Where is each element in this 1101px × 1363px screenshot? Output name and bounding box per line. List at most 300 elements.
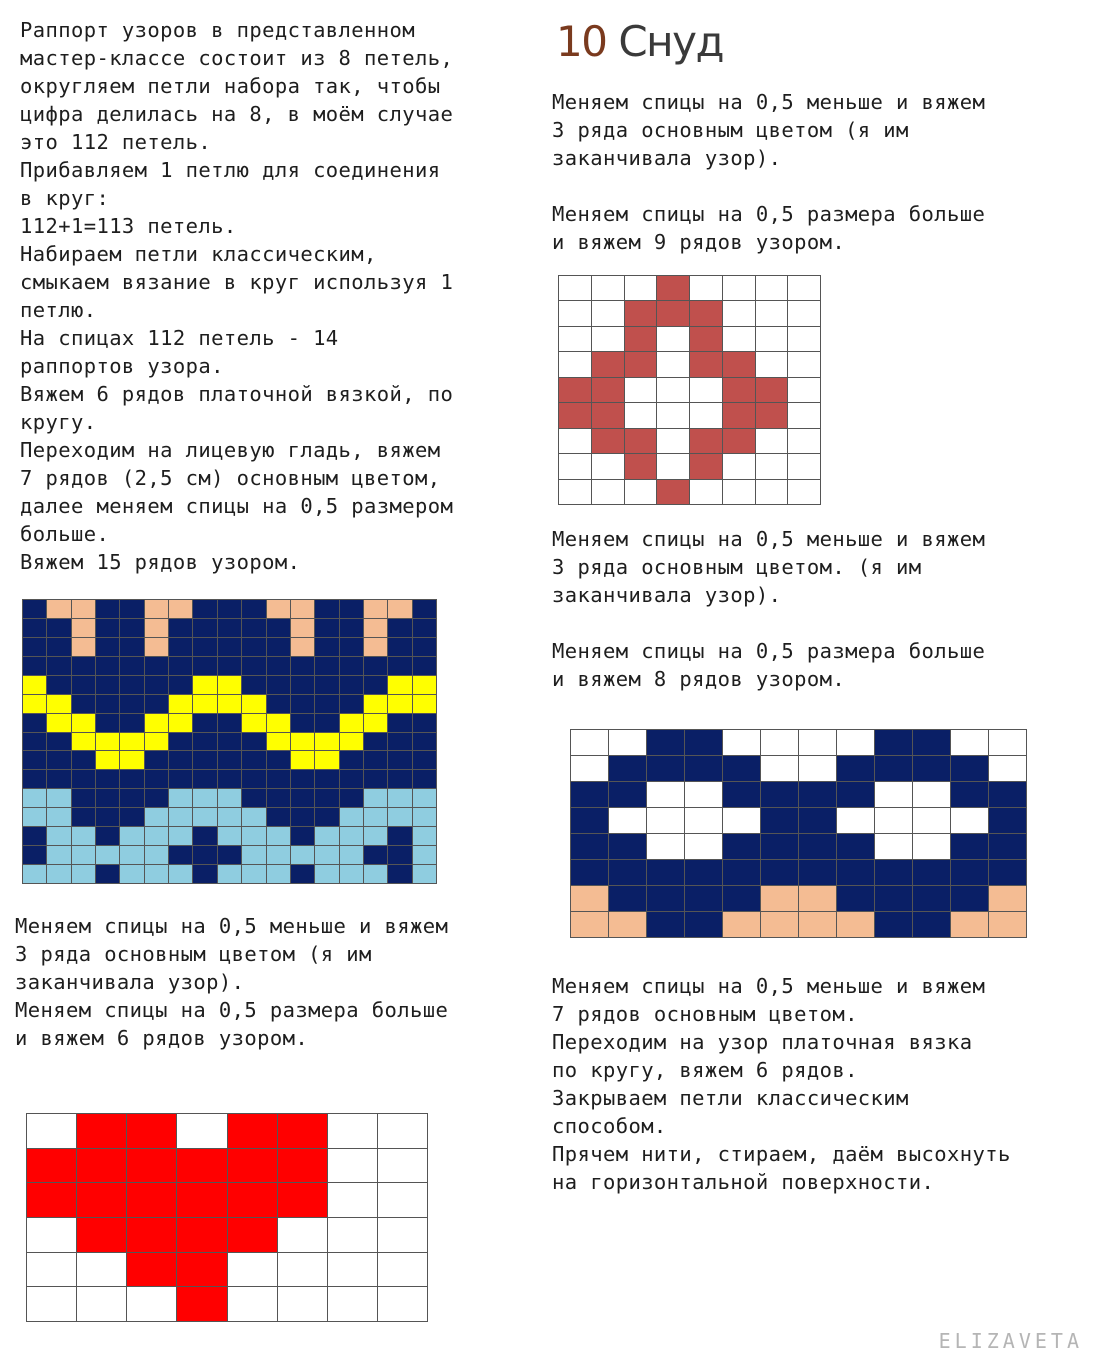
chart-cell: [413, 789, 436, 807]
chart-cell: [315, 846, 338, 864]
chart-cell: [193, 638, 216, 656]
chart-cell: [388, 789, 411, 807]
chart-cell: [328, 1287, 377, 1321]
chart-cell: [647, 756, 684, 781]
chart-cell: [27, 1183, 76, 1217]
chart-cell: [328, 1149, 377, 1183]
chart-cell: [685, 834, 722, 859]
chart-cell: [218, 619, 241, 637]
chart-cell: [723, 301, 755, 325]
chart-cell: [559, 403, 591, 427]
chart-cell: [837, 834, 874, 859]
chart-cell: [242, 751, 265, 769]
chart-cell: [723, 480, 755, 504]
chart-cell: [193, 751, 216, 769]
page-title: [556, 16, 723, 68]
chart-cell: [120, 827, 143, 845]
chart-cell: [388, 714, 411, 732]
chart-cell: [388, 751, 411, 769]
chart-cell: [242, 676, 265, 694]
chart-cell: [145, 751, 168, 769]
chart-cell: [193, 789, 216, 807]
chart-cell: [27, 1114, 76, 1148]
chart-cell: [72, 846, 95, 864]
chart-cell: [756, 276, 788, 300]
chart-cell: [413, 657, 436, 675]
chart-cell: [340, 751, 363, 769]
chart-cell: [169, 619, 192, 637]
chart-cell: [690, 378, 722, 402]
chart-cell: [761, 886, 798, 911]
chart-cell: [364, 619, 387, 637]
chart-cell: [388, 770, 411, 788]
chart-cell: [291, 827, 314, 845]
chart-cell: [27, 1287, 76, 1321]
title-name: Снуд: [618, 17, 723, 66]
chart-cell: [120, 619, 143, 637]
chart-cell: [625, 276, 657, 300]
chart-cell: [23, 751, 46, 769]
chart-cell: [799, 730, 836, 755]
chart-cell: [169, 695, 192, 713]
right-mid-text: Меняем спицы на 0,5 меньше и вяжем 3 ряда основным цветом. (я им заканчивала узор). Меняем спицы на 0,5 размера больше и вяжем 8 рядов узором.: [552, 527, 986, 691]
chart-cell: [799, 912, 836, 937]
chart-cell: [242, 657, 265, 675]
chart-cell: [685, 730, 722, 755]
chart-cell: [875, 756, 912, 781]
chart-cell: [278, 1253, 327, 1287]
right-top-text: Меняем спицы на 0,5 меньше и вяжем 3 ряда основным цветом (я им заканчивала узор). Меняем спицы на 0,5 размера больше и вяжем 9 рядов узором.: [552, 90, 986, 254]
chart-cell: [315, 865, 338, 883]
chart-cell: [228, 1149, 277, 1183]
chart-cell: [685, 808, 722, 833]
chart-cell: [625, 429, 657, 453]
chart-cell: [571, 730, 608, 755]
chart-cell: [278, 1149, 327, 1183]
chart-cell: [364, 657, 387, 675]
chart-cell: [23, 789, 46, 807]
chart-cell: [96, 733, 119, 751]
chart-cell: [328, 1218, 377, 1252]
chart-cell: [96, 714, 119, 732]
chart-cell: [145, 600, 168, 618]
chart-cell: [267, 657, 290, 675]
chart-cell: [218, 827, 241, 845]
chart-cell: [267, 770, 290, 788]
chart-cell: [378, 1114, 427, 1148]
chart-cell: [875, 860, 912, 885]
chart-cell: [913, 912, 950, 937]
right-end-text: Меняем спицы на 0,5 меньше и вяжем 7 рядов основным цветом. Переходим на узор платочная вязка по кругу, вяжем 6 рядов. Закрываем петли классическим способом. Прячем нити, стираем, даём высохнуть на горизонтальной поверхности.: [552, 974, 1011, 1194]
chart-cell: [592, 301, 624, 325]
chart-cell: [388, 676, 411, 694]
chart-cell: [625, 403, 657, 427]
chart-cell: [96, 827, 119, 845]
chart-cell: [72, 638, 95, 656]
chart-cell: [756, 301, 788, 325]
chart-cell: [23, 770, 46, 788]
chart-cell: [388, 865, 411, 883]
chart-cell: [837, 886, 874, 911]
chart-cell: [647, 886, 684, 911]
chart-cell: [169, 600, 192, 618]
chart-cell: [625, 480, 657, 504]
chart-cell: [837, 756, 874, 781]
chart-cell: [388, 638, 411, 656]
chart-cell: [23, 600, 46, 618]
chart-cell: [647, 834, 684, 859]
chart-cell: [315, 770, 338, 788]
chart-cell: [169, 676, 192, 694]
chart-cell: [96, 600, 119, 618]
chart-cell: [364, 827, 387, 845]
chart-cell: [723, 352, 755, 376]
chart-cell: [340, 733, 363, 751]
chart-cell: [267, 733, 290, 751]
chart-cell: [657, 301, 689, 325]
chart-cell: [120, 789, 143, 807]
chart-cell: [96, 751, 119, 769]
chart-cell: [761, 834, 798, 859]
chart-cell: [340, 827, 363, 845]
chart-cell: [228, 1114, 277, 1148]
chart-cell: [388, 808, 411, 826]
chart-cell: [413, 676, 436, 694]
chart-cell: [837, 782, 874, 807]
chart-cell: [875, 808, 912, 833]
chart-cell: [913, 834, 950, 859]
chart-cell: [690, 301, 722, 325]
chart-cell: [77, 1218, 126, 1252]
chart-cell: [96, 638, 119, 656]
chart-cell: [47, 695, 70, 713]
chart-cell: [340, 770, 363, 788]
chart-cell: [788, 352, 820, 376]
chart-cell: [127, 1253, 176, 1287]
chart-cell: [72, 827, 95, 845]
chart-cell: [47, 600, 70, 618]
chart-cell: [788, 454, 820, 478]
chart-cell: [989, 730, 1026, 755]
chart-cell: [315, 751, 338, 769]
chart-cell: [951, 756, 988, 781]
chart-cell: [23, 714, 46, 732]
chart-cell: [242, 619, 265, 637]
chart-cell: [193, 676, 216, 694]
chart-cell: [47, 789, 70, 807]
chart-cell: [145, 695, 168, 713]
chart-cell: [242, 770, 265, 788]
chart-cell: [315, 619, 338, 637]
chart-cell: [625, 378, 657, 402]
chart-cell: [169, 846, 192, 864]
chart-cell: [23, 619, 46, 637]
chart-cell: [837, 730, 874, 755]
chart-cell: [218, 733, 241, 751]
chart-cell: [228, 1287, 277, 1321]
chart-cell: [169, 751, 192, 769]
chart-cell: [388, 846, 411, 864]
chart-cell: [218, 865, 241, 883]
chart-cell: [951, 782, 988, 807]
chart-cell: [951, 834, 988, 859]
chart-cell: [340, 808, 363, 826]
chart-cell: [364, 808, 387, 826]
chart-cell: [267, 827, 290, 845]
chart-cell: [378, 1218, 427, 1252]
chart-cell: [169, 789, 192, 807]
chart-cell: [756, 352, 788, 376]
chart-cell: [340, 600, 363, 618]
chart-cell: [291, 638, 314, 656]
chart-cell: [609, 834, 646, 859]
chart-cell: [647, 912, 684, 937]
chart-cell: [761, 912, 798, 937]
chart-cell: [218, 657, 241, 675]
chart-cell: [875, 834, 912, 859]
chart-cell: [340, 846, 363, 864]
chart-cell: [388, 619, 411, 637]
chart-cell: [96, 846, 119, 864]
chart-cell: [837, 912, 874, 937]
chart-cell: [657, 429, 689, 453]
chart-cell: [913, 730, 950, 755]
chart-cell: [242, 789, 265, 807]
chart-cell: [96, 770, 119, 788]
chart-cell: [388, 600, 411, 618]
chart-cell: [96, 865, 119, 883]
chart-cell: [723, 782, 760, 807]
chart-cell: [291, 789, 314, 807]
chart-cell: [23, 695, 46, 713]
chart-cell: [364, 714, 387, 732]
chart-cell: [364, 865, 387, 883]
chart-cell: [120, 657, 143, 675]
chart-cell: [242, 827, 265, 845]
chart-cell: [27, 1218, 76, 1252]
chart-cell: [989, 808, 1026, 833]
chart-cell: [278, 1114, 327, 1148]
chart-cell: [388, 733, 411, 751]
chart-cell: [127, 1287, 176, 1321]
chart-cell: [788, 327, 820, 351]
chart-cell: [193, 770, 216, 788]
chart-cell: [193, 714, 216, 732]
chart-cell: [951, 860, 988, 885]
chart-cell: [145, 808, 168, 826]
chart-cell: [291, 865, 314, 883]
chart-cell: [77, 1287, 126, 1321]
chart-cell: [756, 403, 788, 427]
chart-cell: [47, 808, 70, 826]
chart-cell: [340, 789, 363, 807]
chart-cell: [723, 327, 755, 351]
chart-cell: [23, 846, 46, 864]
chart-cell: [267, 638, 290, 656]
chart-cell: [72, 751, 95, 769]
chart-cell: [291, 619, 314, 637]
chart-cell: [218, 600, 241, 618]
chart-cell: [267, 846, 290, 864]
chart-cell: [291, 808, 314, 826]
chart-cell: [951, 912, 988, 937]
chart-cell: [413, 808, 436, 826]
chart-cell: [218, 638, 241, 656]
chart-cell: [177, 1287, 226, 1321]
chart-cell: [218, 751, 241, 769]
chart-cell: [145, 789, 168, 807]
chart-cell: [951, 730, 988, 755]
chart-cell: [47, 751, 70, 769]
chart-cell: [228, 1253, 277, 1287]
chart-cell: [340, 695, 363, 713]
chart-cell: [571, 756, 608, 781]
chart-cell: [609, 756, 646, 781]
chart-cell: [788, 301, 820, 325]
chart-cell: [625, 454, 657, 478]
chart-cell: [723, 756, 760, 781]
chart-cell: [685, 912, 722, 937]
chart-cell: [647, 730, 684, 755]
chart-cell: [145, 770, 168, 788]
chart-cell: [761, 756, 798, 781]
chart-cell: [657, 327, 689, 351]
chart-cell: [328, 1253, 377, 1287]
chart-cell: [378, 1287, 427, 1321]
chart-cell: [388, 657, 411, 675]
chart-cell: [592, 480, 624, 504]
chart-cell: [169, 808, 192, 826]
chart-cell: [413, 846, 436, 864]
chart-cell: [364, 770, 387, 788]
chart-cell: [913, 782, 950, 807]
chart-cell: [23, 638, 46, 656]
chart-cell: [378, 1253, 427, 1287]
pattern-chart-2: [26, 1113, 428, 1322]
chart-cell: [559, 327, 591, 351]
chart-cell: [120, 865, 143, 883]
chart-cell: [761, 730, 798, 755]
chart-cell: [145, 846, 168, 864]
chart-cell: [989, 886, 1026, 911]
chart-cell: [267, 714, 290, 732]
chart-cell: [291, 751, 314, 769]
chart-cell: [27, 1149, 76, 1183]
chart-cell: [47, 865, 70, 883]
chart-cell: [788, 276, 820, 300]
chart-cell: [267, 619, 290, 637]
chart-cell: [242, 808, 265, 826]
chart-cell: [647, 860, 684, 885]
chart-cell: [875, 730, 912, 755]
chart-cell: [315, 676, 338, 694]
chart-cell: [242, 865, 265, 883]
chart-cell: [413, 827, 436, 845]
chart-cell: [169, 827, 192, 845]
chart-cell: [328, 1114, 377, 1148]
chart-cell: [989, 860, 1026, 885]
chart-cell: [218, 714, 241, 732]
chart-cell: [228, 1218, 277, 1252]
chart-cell: [315, 600, 338, 618]
chart-cell: [413, 714, 436, 732]
chart-cell: [77, 1253, 126, 1287]
chart-cell: [291, 733, 314, 751]
chart-cell: [756, 454, 788, 478]
chart-cell: [989, 834, 1026, 859]
chart-cell: [913, 860, 950, 885]
chart-cell: [364, 846, 387, 864]
chart-cell: [571, 912, 608, 937]
chart-cell: [291, 695, 314, 713]
chart-cell: [625, 352, 657, 376]
chart-cell: [951, 886, 988, 911]
chart-cell: [72, 657, 95, 675]
chart-cell: [951, 808, 988, 833]
chart-cell: [218, 808, 241, 826]
signature: ELIZAVETA: [938, 1329, 1083, 1353]
chart-cell: [559, 480, 591, 504]
chart-cell: [278, 1183, 327, 1217]
chart-cell: [647, 808, 684, 833]
chart-cell: [340, 714, 363, 732]
chart-cell: [378, 1149, 427, 1183]
chart-cell: [145, 676, 168, 694]
chart-cell: [788, 403, 820, 427]
chart-cell: [23, 865, 46, 883]
chart-cell: [47, 770, 70, 788]
chart-cell: [364, 733, 387, 751]
chart-cell: [657, 352, 689, 376]
chart-cell: [364, 676, 387, 694]
chart-cell: [799, 782, 836, 807]
chart-cell: [267, 751, 290, 769]
chart-cell: [989, 756, 1026, 781]
chart-cell: [218, 695, 241, 713]
chart-cell: [799, 860, 836, 885]
chart-cell: [145, 714, 168, 732]
chart-cell: [120, 676, 143, 694]
chart-cell: [340, 865, 363, 883]
chart-cell: [218, 770, 241, 788]
chart-cell: [96, 676, 119, 694]
pattern-chart-3: [558, 275, 821, 505]
chart-cell: [413, 695, 436, 713]
chart-cell: [657, 276, 689, 300]
chart-cell: [315, 733, 338, 751]
chart-cell: [145, 657, 168, 675]
chart-cell: [690, 352, 722, 376]
chart-cell: [571, 886, 608, 911]
chart-cell: [756, 429, 788, 453]
chart-cell: [96, 695, 119, 713]
after-chart1-text: Меняем спицы на 0,5 меньше и вяжем 3 ряда основным цветом (я им заканчивала узор). Меняем спицы на 0,5 размера больше и вяжем 6 рядов узором.: [15, 914, 449, 1050]
chart-cell: [291, 657, 314, 675]
chart-cell: [315, 695, 338, 713]
chart-cell: [685, 782, 722, 807]
chart-cell: [799, 834, 836, 859]
chart-cell: [145, 619, 168, 637]
chart-cell: [193, 846, 216, 864]
chart-cell: [267, 808, 290, 826]
chart-cell: [723, 834, 760, 859]
chart-cell: [723, 860, 760, 885]
chart-cell: [278, 1218, 327, 1252]
chart-cell: [72, 619, 95, 637]
chart-cell: [609, 860, 646, 885]
chart-cell: [609, 782, 646, 807]
chart-cell: [690, 480, 722, 504]
